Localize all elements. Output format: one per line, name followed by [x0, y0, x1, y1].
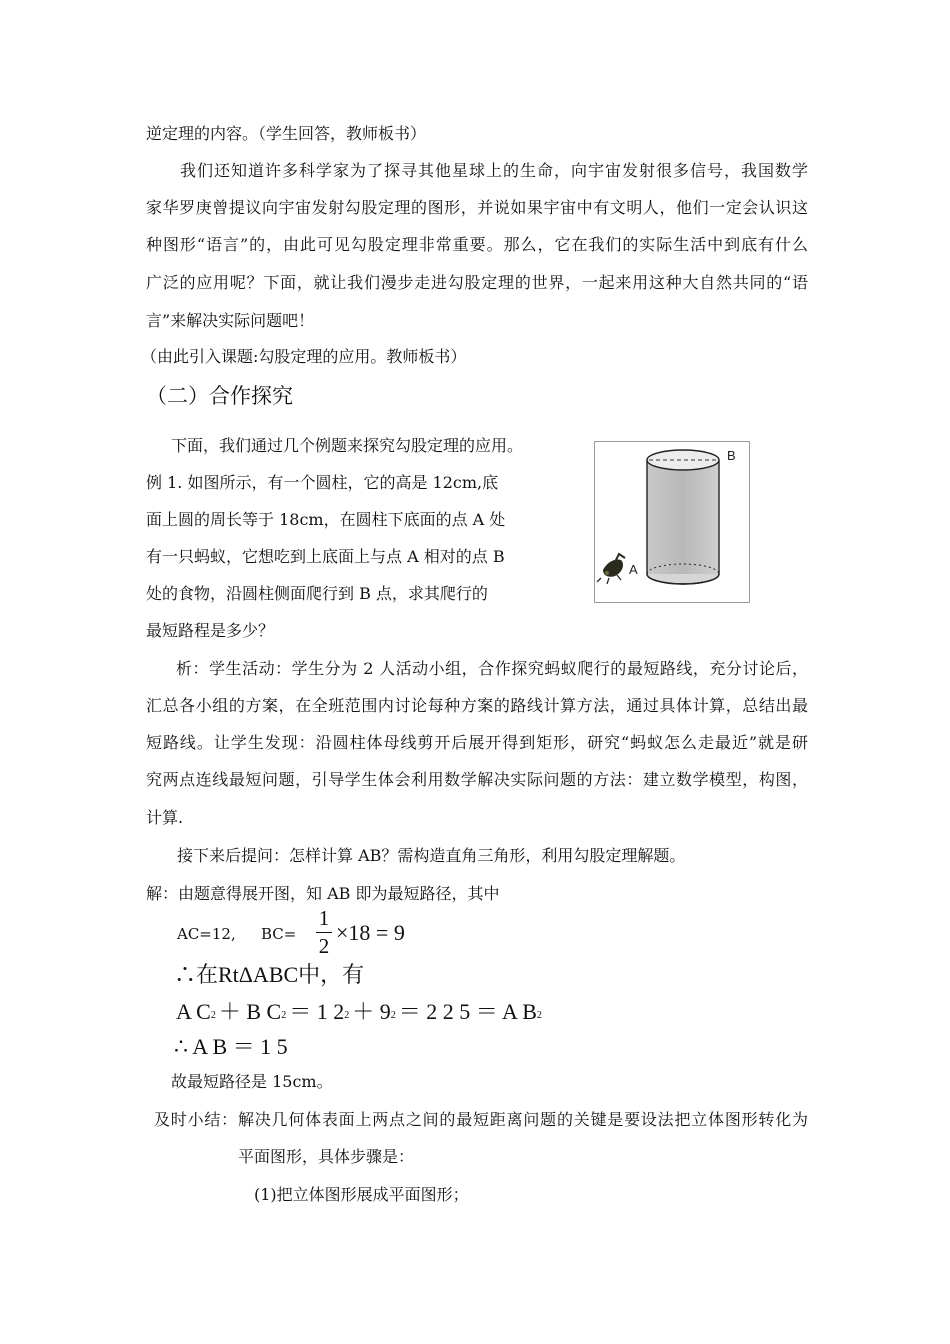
analysis-line: 汇总各小组的方案，在全班范围内讨论每种方案的路线计算方法，通过具体计算，总结出最	[146, 696, 808, 715]
text-line: 接下来后提问：怎样计算 AB？需构造直角三角形，利用勾股定理解题。	[177, 846, 686, 865]
paragraph-line: 我们还知道许多科学家为了探寻其他星球上的生命，向宇宙发射很多信号，我国数学	[180, 161, 808, 180]
example-line: 有一只蚂蚁，它想吃到上底面上与点 A 相对的点 B	[146, 547, 505, 566]
exponent: 2	[390, 1010, 396, 1021]
example-line: 例 1. 如图所示，有一个圆柱，它的高是 12cm,底	[146, 473, 499, 492]
cylinder-figure	[594, 441, 750, 603]
fraction-rest: ×18 = 9	[336, 920, 405, 945]
text-line: 故最短路径是 15cm。	[171, 1072, 333, 1091]
analysis-line: 计算.	[146, 808, 184, 827]
fraction-bar	[316, 932, 332, 933]
ant-icon	[597, 554, 625, 584]
math-therefore-ab: ∴ A B ＝ 1 5	[174, 1034, 288, 1059]
example-line: 面上圆的周长等于 18cm，在圆柱下底面的点 A 处	[146, 510, 506, 529]
summary-line: 平面图形，具体步骤是：	[238, 1147, 415, 1166]
analysis-line: 究两点连线最短问题，引导学生体会利用数学解决实际问题的方法：建立数学模型，构图，	[146, 770, 808, 789]
eq-225: ＝ 2 2 5 ＝ A B	[398, 999, 537, 1024]
paragraph-line: 广泛的应用呢？下面，就让我们漫步走进勾股定理的世界，一起来用这种大自然共同的“语	[146, 273, 808, 292]
label-a: A	[629, 562, 638, 577]
analysis-line: 析：学生活动：学生分为 2 人活动小组，合作探究蚂蚁爬行的最短路线，充分讨论后，	[176, 659, 808, 678]
text-line: 下面，我们通过几个例题来探究勾股定理的应用。	[171, 436, 524, 455]
summary-line: 及时小结：解决几何体表面上两点之间的最短距离问题的关键是要设法把立体图形转化为	[154, 1110, 808, 1129]
exponent: 2	[344, 1010, 350, 1021]
exponent: 2	[210, 1010, 216, 1021]
exponent: 2	[281, 1010, 287, 1021]
text-line: （由此引入课题:勾股定理的应用。教师板书）	[141, 347, 467, 366]
example-line: 最短路程是多少？	[146, 621, 275, 640]
paragraph-line: 种图形“语言”的，由此可见勾股定理非常重要。那么，它在我们的实际生活中到底有什么	[146, 235, 808, 254]
fraction-numerator: 1	[318, 906, 330, 930]
eq-9: ＋ 9	[352, 999, 391, 1024]
section-heading: （二）合作探究	[146, 384, 293, 408]
exponent: 2	[536, 1010, 542, 1021]
eq-ac: A C	[176, 999, 211, 1024]
analysis-line: 短路线。让学生发现：沿圆柱体母线剪开后展开得到矩形，研究“蚂蚁怎么走最近”就是研	[146, 733, 808, 752]
step-line: (1)把立体图形展成平面图形；	[254, 1185, 469, 1204]
example-line: 处的食物，沿圆柱侧面爬行到 B 点，求其爬行的	[146, 584, 488, 603]
eq-12: ＝ 1 2	[289, 999, 345, 1024]
paragraph-line: 言”来解决实际问题吧！	[146, 311, 315, 330]
label-b: B	[727, 448, 736, 463]
cylinder-drawing	[595, 442, 749, 602]
paragraph-line: 家华罗庚曾提议向宇宙发射勾股定理的图形，并说如果宇宙中有文明人，他们一定会认识这	[146, 198, 808, 217]
text-line: 逆定理的内容。（学生回答，教师板书）	[146, 124, 427, 143]
math-equation	[176, 999, 545, 1030]
eq-bc: ＋ B C	[218, 999, 282, 1024]
ac-value: AC=12,	[177, 925, 236, 943]
fraction-denominator: 2	[318, 934, 330, 958]
text-line: 解：由题意得展开图，知 AB 即为最短路径，其中	[146, 884, 500, 903]
math-therefore-rt: ∴在RtΔABC中，有	[174, 962, 365, 987]
bc-label: BC=	[261, 925, 297, 943]
